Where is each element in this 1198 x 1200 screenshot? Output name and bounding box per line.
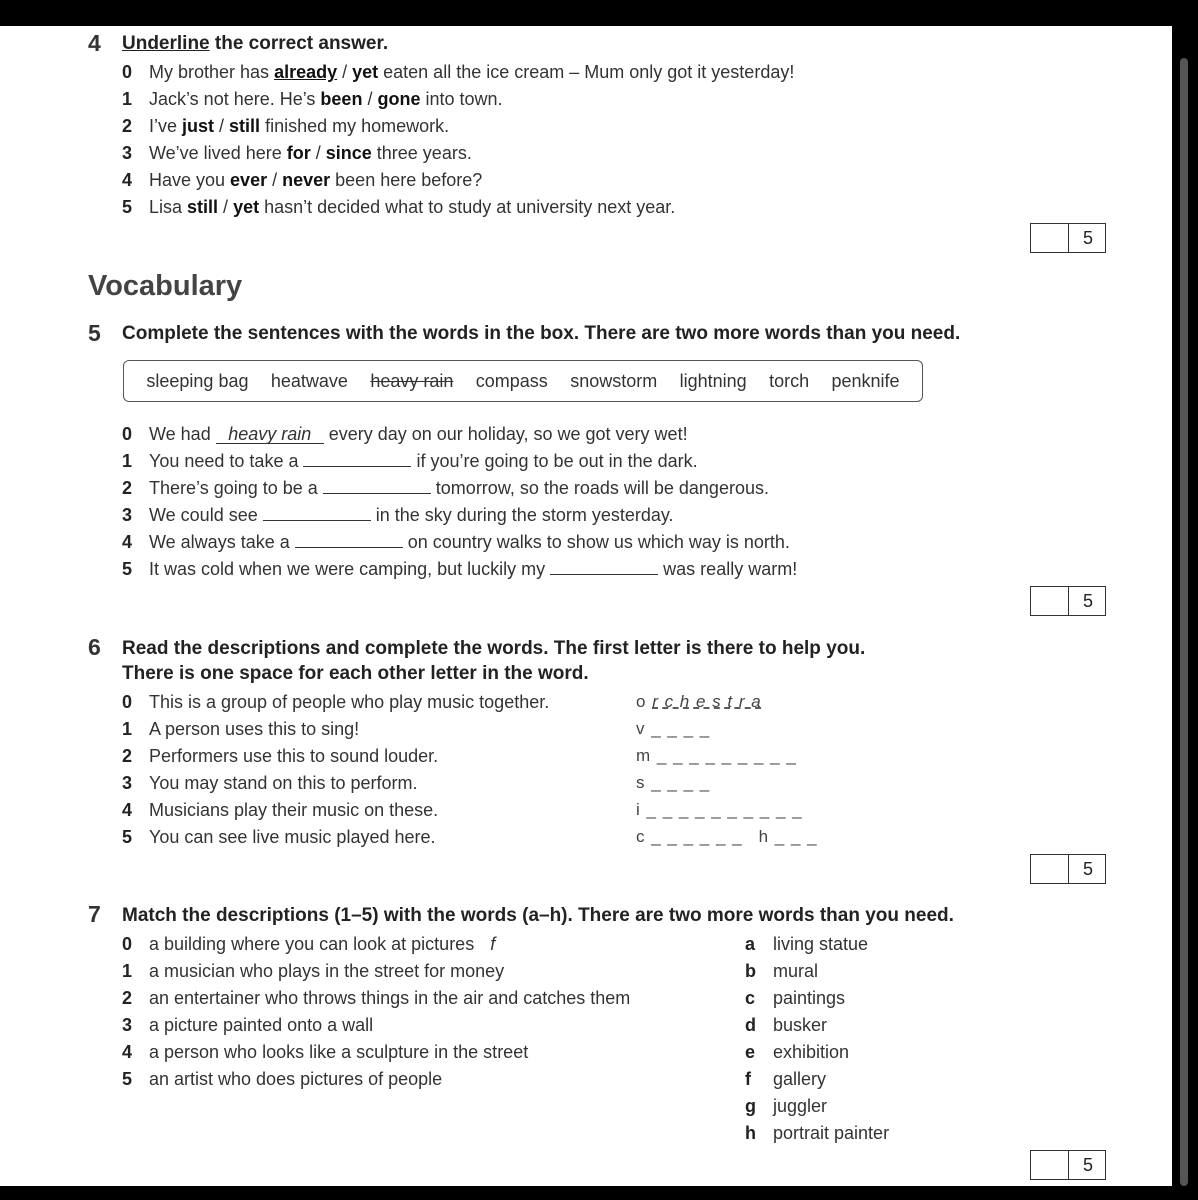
score-total: 5 [1068, 587, 1107, 615]
option-1[interactable]: just [182, 116, 215, 136]
example-answer: f [490, 934, 496, 954]
exercise-6-heading-line1: Read the descriptions and complete the words. The first letter is there to help you. [122, 638, 866, 659]
option-2[interactable]: yet [352, 62, 379, 82]
item-text: a musician who plays in the street for money [149, 961, 505, 981]
item-number: 3 [122, 773, 133, 793]
item-text: Musicians play their music on these. [149, 800, 439, 820]
item-number: 0 [122, 62, 133, 82]
item-number: 3 [122, 143, 133, 163]
exercise-4-heading [122, 33, 388, 55]
exercise-6-heading-line2: There is one space for each other letter in the word. [122, 663, 589, 684]
item-text: There’s going to be a tomorrow, so the roads will be dangerous. [149, 475, 769, 501]
item-text: a picture painted onto a wall [149, 1015, 374, 1035]
heading-rest: the correct answer. [209, 33, 389, 54]
ex6-item [122, 770, 842, 796]
ex5-score-box[interactable] [1030, 586, 1106, 616]
item-number: 4 [122, 800, 133, 820]
option-1[interactable]: already [274, 62, 338, 82]
exercise-5-number: 5 [88, 320, 101, 346]
word-blanks[interactable]: m _ _ _ _ _ _ _ _ _ [636, 746, 797, 765]
item-number: 1 [122, 451, 133, 471]
exercise-7-number: 7 [88, 901, 101, 927]
option-2[interactable]: gone [377, 89, 421, 109]
item-text: Jack’s not here. He’s been / gone into town. [149, 89, 503, 109]
word-blanks[interactable]: v _ _ _ _ [636, 719, 711, 738]
answer-blank[interactable] [295, 529, 403, 548]
ex6-item [122, 743, 842, 769]
example-answer: heavy rain [216, 425, 324, 444]
item-number: 5 [122, 1069, 133, 1089]
item-text: a person who looks like a sculpture in the street [149, 1042, 529, 1062]
item-number: 5 [122, 197, 133, 217]
item-text: an artist who does pictures of people [149, 1069, 443, 1089]
item-number: 3 [122, 505, 133, 525]
option-2[interactable]: never [282, 170, 331, 190]
item-number: 0 [122, 934, 133, 954]
word-box-item: lightning [679, 370, 747, 391]
item-text: It was cold when we were camping, but luckily my was really warm! [149, 556, 797, 582]
ex4-score-box[interactable] [1030, 223, 1106, 253]
word-box-item: sleeping bag [146, 370, 249, 391]
item-number: 5 [122, 827, 133, 847]
item-text: Lisa still / yet hasn’t decided what to study at university next year. [149, 197, 676, 217]
item-text: You may stand on this to perform. [149, 773, 418, 793]
item-text: You can see live music played here. [149, 827, 436, 847]
section-title: Vocabulary [88, 270, 243, 302]
item-text: Performers use this to sound louder. [149, 746, 439, 766]
top-frame [0, 0, 1198, 26]
item-number: 4 [122, 170, 133, 190]
option-1[interactable]: for [286, 143, 311, 163]
item-text: a building where you can look at pictures f [149, 934, 496, 954]
exercise-5-heading: Complete the sentences with the words in the box. There are two more words than you need. [122, 323, 961, 344]
ex6-score-box[interactable] [1030, 854, 1106, 884]
item-text: I’ve just / still finished my homework. [149, 116, 450, 136]
option-1[interactable]: still [187, 197, 219, 217]
ex6-item [122, 716, 842, 742]
word-box-item-used: heavy rain [370, 370, 454, 391]
answer-blank[interactable] [263, 502, 371, 521]
option-2[interactable]: still [229, 116, 261, 136]
option-2[interactable]: yet [233, 197, 260, 217]
item-number: 5 [122, 559, 133, 579]
item-number: 2 [122, 478, 133, 498]
exercise-6-number: 6 [88, 634, 101, 660]
option-1[interactable]: been [320, 89, 363, 109]
word-box [123, 360, 923, 402]
item-text: We always take a on country walks to show us which way is north. [149, 529, 790, 555]
score-total: 5 [1068, 1151, 1107, 1179]
item-number: 1 [122, 961, 133, 981]
item-number: 4 [122, 1042, 133, 1062]
item-text: This is a group of people who play music together. [149, 692, 550, 712]
ex6-item [122, 824, 842, 850]
score-total: 5 [1068, 224, 1107, 252]
exercise-7-heading: Match the descriptions (1–5) with the words (a–h). There are two more words than you need. [122, 905, 954, 926]
word-code: o r c h e s t r a [636, 692, 762, 711]
item-text: an entertainer who throws things in the air and catches them [149, 988, 631, 1008]
item-number: 1 [122, 89, 133, 109]
example-solution: r c h e s t r a [652, 692, 762, 711]
word-blanks[interactable]: s _ _ _ _ [636, 773, 711, 792]
item-number: 2 [122, 988, 133, 1008]
answer-blank[interactable] [323, 475, 431, 494]
item-number: 2 [122, 116, 133, 136]
heading-underline-word: Underline [122, 33, 210, 54]
word-blanks[interactable]: c _ _ _ _ _ _ h _ _ _ [636, 827, 818, 846]
answer-blank[interactable] [303, 448, 411, 467]
item-text: You need to take a if you’re going to be out in the dark. [149, 448, 698, 474]
item-text: We could see in the sky during the storm yesterday. [149, 502, 674, 528]
item-number: 2 [122, 746, 133, 766]
item-text: We’ve lived here for / since three years. [149, 143, 472, 163]
item-number: 0 [122, 692, 133, 712]
item-text: A person uses this to sing! [149, 719, 360, 739]
word-box-item: heatwave [270, 370, 348, 391]
word-box-item: compass [475, 370, 548, 391]
score-total: 5 [1068, 855, 1107, 883]
item-number: 0 [122, 424, 133, 444]
word-box-item: torch [769, 370, 810, 391]
word-box-item: snowstorm [570, 370, 658, 391]
item-number: 3 [122, 1015, 133, 1035]
word-blanks[interactable]: i _ _ _ _ _ _ _ _ _ _ [636, 800, 803, 819]
exercise-4-number: 4 [88, 30, 101, 56]
ex6-item [122, 797, 842, 823]
item-text: We had heavy rain every day on our holiday, so we got very wet! [149, 424, 688, 444]
item-number: 4 [122, 532, 133, 552]
item-text: My brother has already / yet eaten all the ice cream – Mum only got it yesterday! [149, 62, 795, 82]
item-number: 1 [122, 719, 133, 739]
word-box-item: penknife [831, 370, 900, 391]
bottom-frame [0, 1186, 1198, 1200]
option-1[interactable]: ever [230, 170, 268, 190]
vertical-scrollbar[interactable] [1180, 58, 1188, 1186]
ex7-score-box[interactable] [1030, 1150, 1106, 1180]
answer-blank[interactable] [550, 556, 658, 575]
ex6-item [122, 689, 842, 715]
option-2[interactable]: since [325, 143, 372, 163]
item-text: Have you ever / never been here before? [149, 170, 483, 190]
